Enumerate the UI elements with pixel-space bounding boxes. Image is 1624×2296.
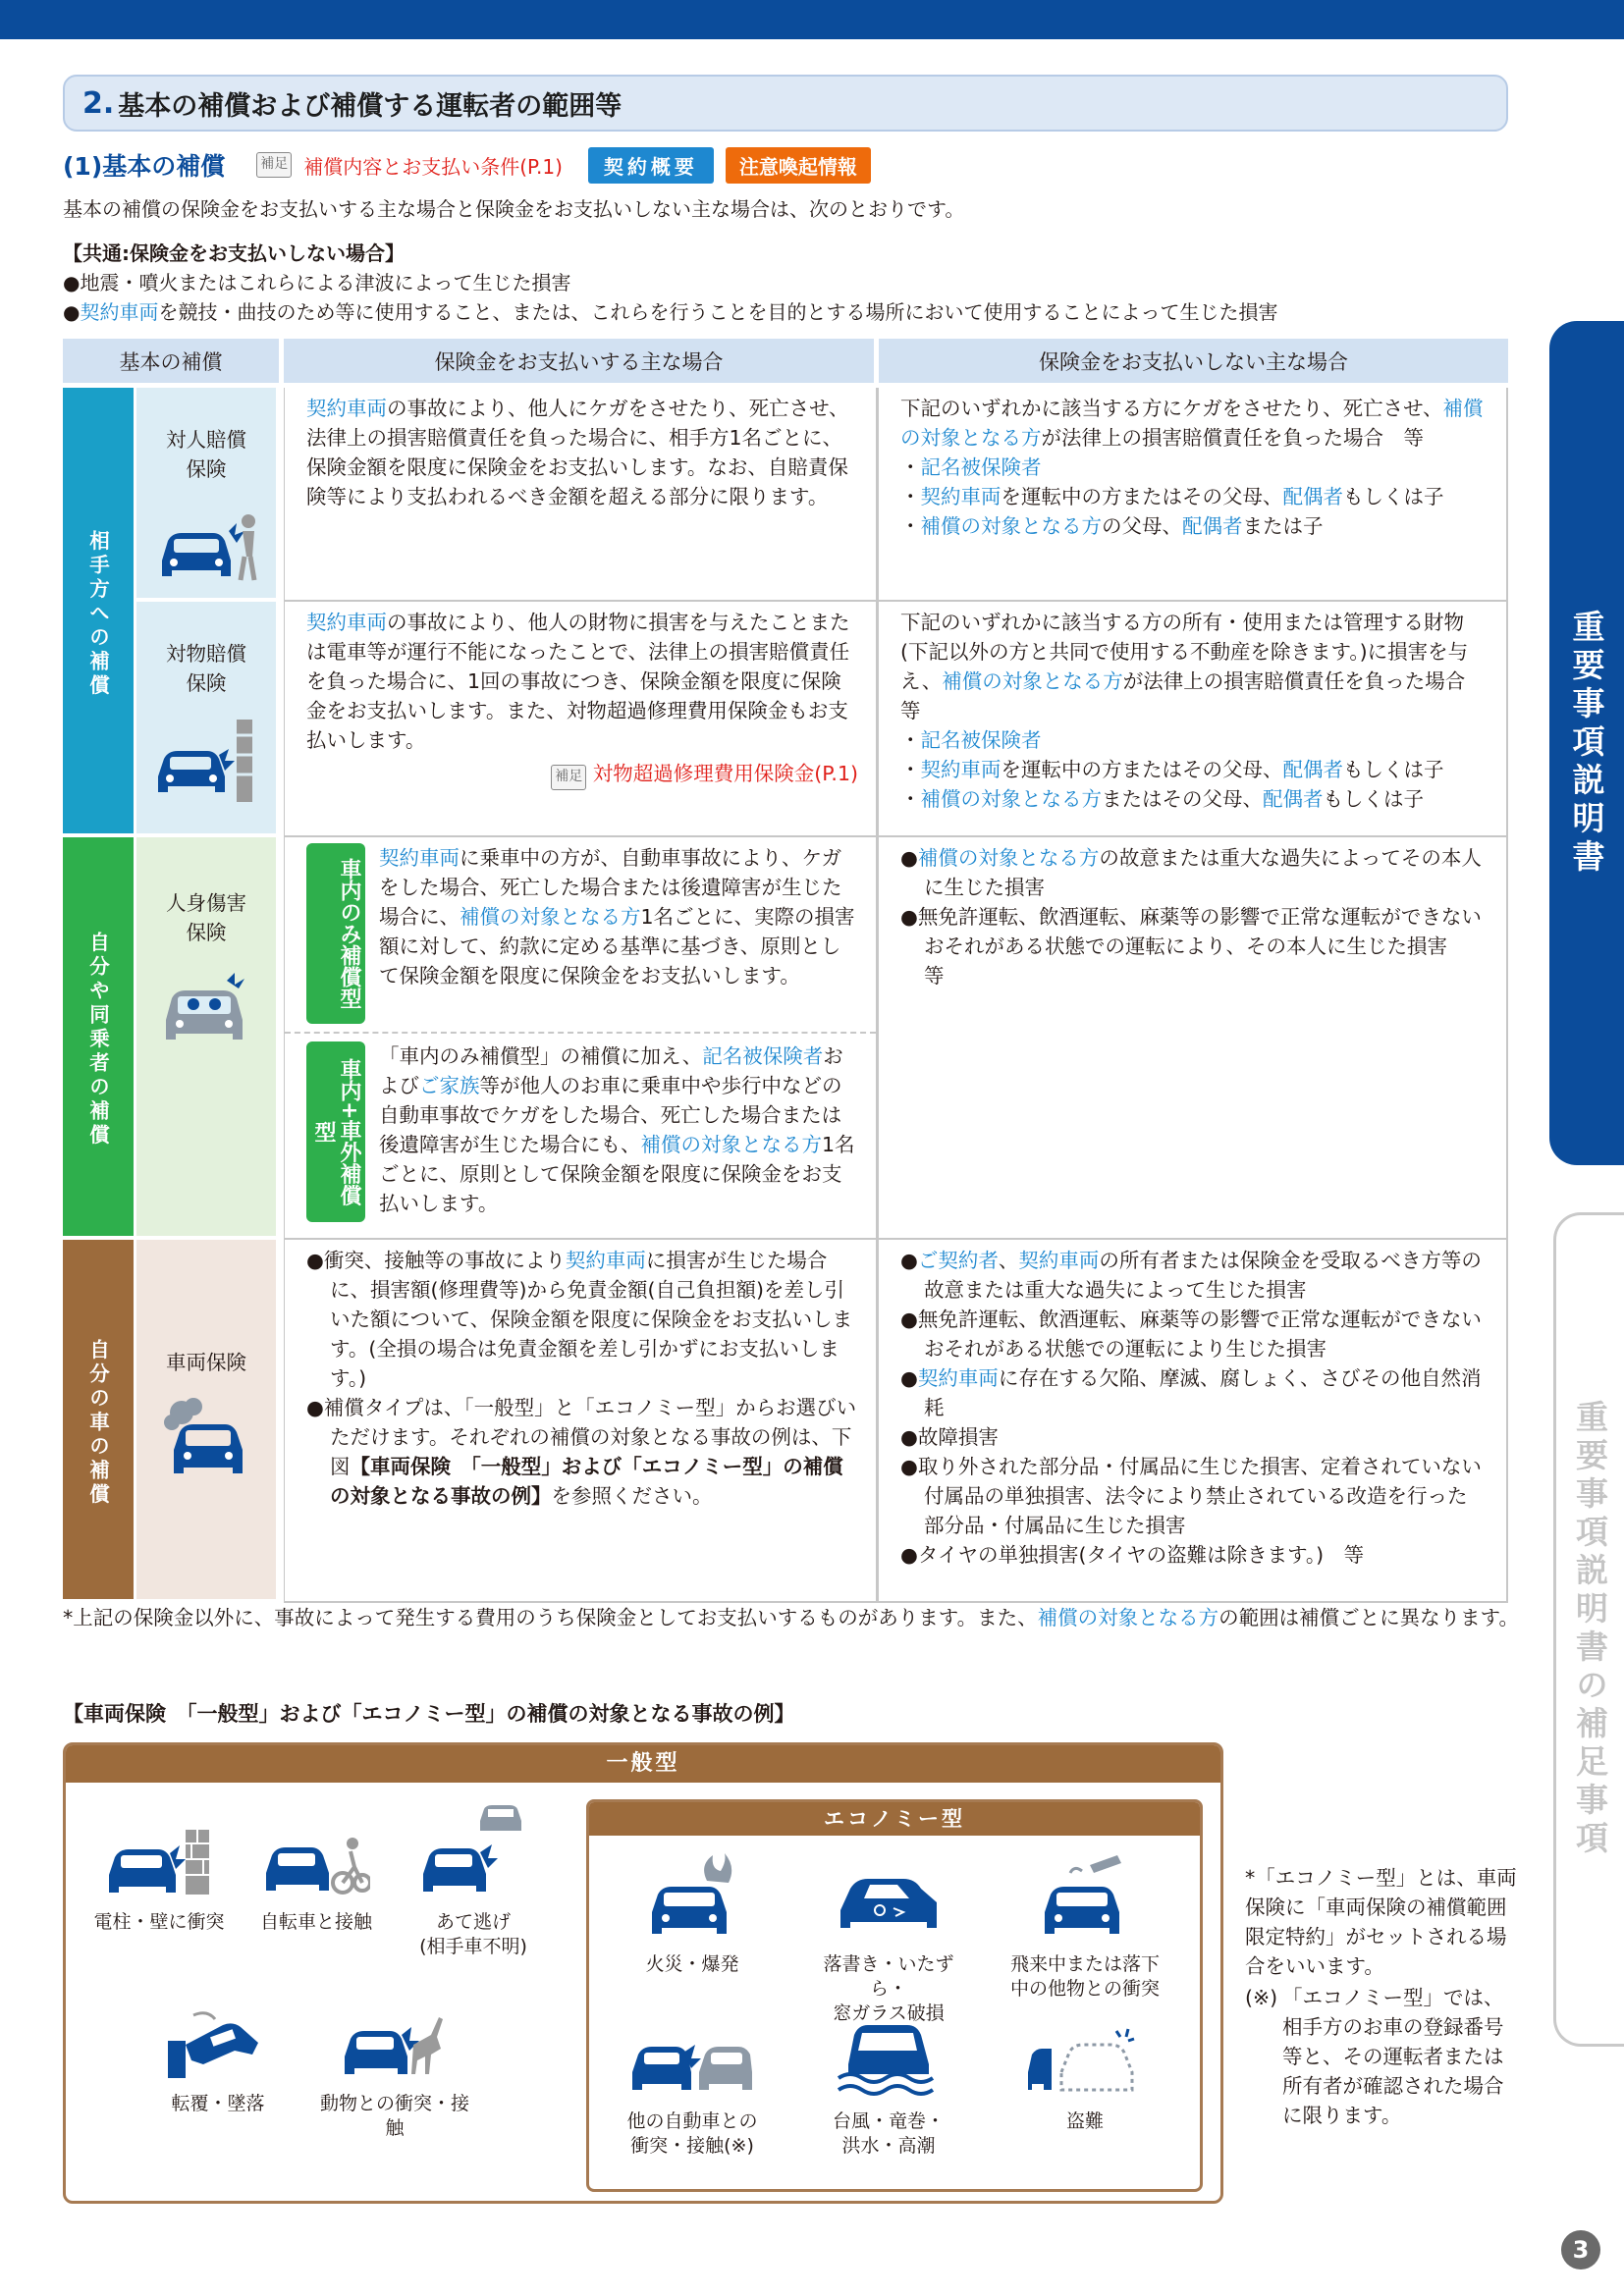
bullet: ● (63, 300, 81, 324)
type-sharyo (136, 1240, 284, 1603)
list-text: を運転中の方またはその父母、 (1001, 758, 1283, 781)
two-car-collision-icon (628, 2023, 756, 2102)
pay-text: の事故により、他人の財物に損害を与えたことまたは電車等が運行不能になったことで、法律上の損害賠償責任を負った場合に、1回の事故につき、保険金額を限度に保険金をお支払いします。また、対物超過修理費用保険金もお支払いします。 (306, 611, 850, 752)
example-storm-flood (805, 2013, 972, 2159)
example-label: あて逃げ (相手車不明) (419, 1911, 527, 1957)
term-kimei: 記名被保険者 (920, 455, 1042, 479)
list-item: ●タイヤの単独損害(タイヤの盗難は除きます。) 等 (900, 1543, 1365, 1567)
falling-object-car-icon (1031, 1851, 1139, 1945)
nopay-sharyo (879, 1240, 1508, 1603)
list-item: ●衝突、接触等の事故により契約車両に損害が生じた場合に、損害額(修理費等)から免責金額(自己負担額)を差し引いた額について、保険金額を限度に保険金をお支払いします。(全損の場合は免責金額を差し引かずにお支払いします。) (306, 1249, 853, 1390)
graffiti-car-icon (835, 1851, 943, 1945)
car-animal-icon (341, 2005, 449, 2084)
term-keiyaku-sharyo: 契約車両 (917, 1366, 999, 1390)
nopay-taijin (879, 388, 1508, 602)
general-type-label: 一般型 (66, 1745, 1220, 1783)
list-text: の所有者または保険金を受取るべき方等の故意または重大な過失によって生じた損害 (924, 1249, 1482, 1302)
example-label: 火災・爆発 (645, 1953, 739, 1975)
term-hosho-taisho: 補償の対象となる方 (1037, 1606, 1219, 1629)
list-item: ●契約車両に存在する欠陥、摩滅、腐しょく、さびその他自然消耗 (900, 1366, 1482, 1419)
term-haigusha: 配偶者 (1282, 758, 1343, 781)
subsection-title: (1)基本の補償 (63, 152, 226, 181)
damaged-car-icon (152, 1395, 260, 1483)
pay-text: の事故により、他人にケガをさせたり、死亡させ、法律上の損害賠償責任を負った場合に、相手方1名ごとに、保険金額を限度に保険金をお支払いします。なお、自賠責保険等により支払われるべき金額を超える部分に限ります。 (306, 397, 849, 508)
hosoku-icon: 補足 (256, 152, 292, 178)
list-item: ・契約車両を運転中の方またはその父母、配偶者もしくは子 (900, 485, 1444, 508)
list-item: ・補償の対象となる方またはその父母、配偶者もしくは子 (900, 787, 1424, 811)
nopay-text: が法律上の損害賠償責任を負った場合 等 (900, 669, 1486, 722)
caution-tag: 注意喚起情報 (726, 147, 871, 184)
example-label: 他の自動車との 衝突・接触(※) (626, 2110, 758, 2157)
nopay-taibutsu (879, 602, 1508, 837)
pay-sharyo (284, 1240, 879, 1603)
term-keiyaku-sharyo: 契約車両 (565, 1249, 646, 1272)
tab-juyo-jiko-hosoku[interactable]: 重要事項説明書の補足事項 (1553, 1212, 1624, 2047)
type-label: 対人賠償 保険 (166, 428, 246, 481)
section-title (63, 75, 1508, 132)
list-item: ●ご契約者、契約車両の所有者または保険金を受取るべき方等の故意または重大な過失によって生じた損害 (900, 1249, 1482, 1302)
footnote-text: の範囲は補償ごとに異なります。 (1218, 1606, 1519, 1629)
table-row (63, 602, 1508, 837)
type-jinshin (136, 837, 284, 1240)
term-keiyaku-sharyo: 契約車両 (379, 846, 460, 870)
injured-occupants-car-icon (152, 965, 260, 1053)
type-label: 対物賠償 保険 (166, 642, 246, 695)
term-hosho-taisho: 補償の対象となる方 (920, 787, 1102, 811)
jinshin-type-2-text (379, 1041, 858, 1222)
list-item: ・契約車両を運転中の方またはその父母、配偶者もしくは子 (900, 758, 1444, 781)
common-item-2-text: を競技・曲技のため等に使用すること、または、これらを行うことを目的とする場所において使用することによって生じた損害 (158, 300, 1278, 324)
pay-text: 等が他人のお車に乗車中や歩行中などの自動車事故でケガをした場合、死亡した場合または後遺障害が生じた場合にも、 (379, 1074, 842, 1156)
pay-taijin (284, 388, 879, 602)
table-header-row (63, 339, 1508, 388)
top-bar (0, 0, 1624, 39)
overturned-car-icon (164, 2005, 272, 2084)
example-animal (311, 2005, 478, 2141)
term-keiyaku-sharyo: 契約車両 (306, 397, 387, 420)
list-text: またはその父母、 (1102, 787, 1263, 811)
side-note-footnote (1245, 1983, 1520, 2130)
term-gokazoku: ご家族 (419, 1074, 480, 1097)
stolen-car-icon (1026, 2023, 1144, 2102)
example-pole-wall (76, 1824, 243, 1935)
divider (285, 1032, 876, 1034)
coverage-table (63, 339, 1508, 1603)
list-text: 故障損害 (917, 1425, 999, 1449)
pay-text: 補償タイプは、「一般型」と「エコノミー型」からお選びいただけます。それぞれの補償の対象となる事故の例は、下図 (323, 1396, 857, 1478)
list-text: 、 (998, 1249, 1019, 1272)
term-hosho-taisho: 補償の対象となる方 (942, 669, 1123, 693)
economy-type-label: エコノミー型 (589, 1802, 1200, 1836)
term-hosho-taisho: 補償の対象となる方 (920, 514, 1102, 538)
nopay-intro: 下記のいずれかに該当する方にケガをさせたり、死亡させ、 (900, 397, 1443, 420)
type-taijin (136, 388, 284, 602)
example-fire (609, 1851, 776, 1977)
hosoku-link[interactable]: 補償内容とお支払い条件(P.1) (303, 154, 563, 179)
jinshin-type-1-text (379, 843, 858, 1024)
example-vehicle-collision (609, 2023, 776, 2159)
list-text: 無免許運転、飲酒運転、麻薬等の影響で正常な運転ができないおそれがある状態での運転により生じた損害 (917, 1308, 1482, 1361)
list-item: ●無免許運転、飲酒運転、麻薬等の影響で正常な運転ができないおそれがある状態での運転により、その本人に生じた損害 等 (900, 905, 1482, 988)
table-row (63, 388, 1508, 602)
car-person-collision-icon (152, 502, 260, 590)
list-text: の故意または重大な過失によってその本人に生じた損害 (924, 846, 1482, 899)
car-pole-collision-icon (152, 716, 260, 804)
term-keiyaku-sharyo: 契約車両 (1018, 1249, 1100, 1272)
side-note (1245, 1863, 1520, 2130)
list-item: ・記名被保険者 (900, 728, 1042, 752)
list-text: もしくは子 (1343, 485, 1444, 508)
example-reference: 【車両保険 「一般型」および「エコノミー型」の補償の対象となる事故の例】 (330, 1455, 843, 1508)
term-hosho-taisho: 補償の対象となる方 (640, 1133, 822, 1156)
section-title-text: 基本の補償および補償する運転者の範囲等 (118, 90, 623, 122)
jinshin-type-2 (306, 1041, 858, 1222)
common-item-1: ●地震・噴火またはこれらによる津波によって生じた損害 (63, 271, 571, 294)
list-item: ●補償タイプは、「一般型」と「エコノミー型」からお選びいただけます。それぞれの補償の対象となる事故の例は、下図【車両保険 「一般型」および「エコノミー型」の補償の対象となる事故の例】を参照ください。 (306, 1396, 857, 1508)
type-taibutsu (136, 602, 284, 837)
example-label: 飛来中または落下 中の他物との衝突 (1009, 1953, 1160, 2000)
list-text: 取り外された部分品・付属品に生じた損害、定着されていない付属品の単独損害、法令により禁止されている改造を行った部分品・付属品に生じた損害 (917, 1455, 1482, 1537)
category-self: 自分や同乗者の補償 (63, 837, 136, 1240)
list-item: ・記名被保険者 (900, 455, 1042, 479)
table-row (63, 1240, 1508, 1603)
summary-tag: 契約概要 (588, 147, 714, 184)
example-label: 盗難 (1065, 2110, 1104, 2132)
table-row (63, 837, 1508, 1240)
list-text: を運転中の方またはその父母、 (1001, 485, 1283, 508)
car-fire-icon (638, 1851, 746, 1945)
example-label: 自転車と接触 (259, 1911, 372, 1933)
header-coverage: 基本の補償 (63, 339, 284, 388)
side-note-economy: *「エコノミー型」とは、車両保険に「車両保険の補償範囲限定特約」がセットされる場合をいいます。 (1245, 1866, 1517, 1978)
footnote-text: *上記の保険金以外に、事故によって発生する費用のうち保険金としてお支払いするものがあります。また、 (63, 1606, 1038, 1629)
header-pay: 保険金をお支払いする主な場合 (284, 339, 879, 388)
example-falling-object (1001, 1851, 1168, 2002)
term-haigusha: 配偶者 (1182, 514, 1243, 538)
list-text: に存在する欠陥、摩滅、腐しょく、さびその他自然消耗 (924, 1366, 1482, 1419)
subsection-header (63, 145, 871, 185)
example-theft (1001, 2023, 1168, 2134)
car-bicycle-icon (262, 1824, 370, 1902)
pay-text: 「車内のみ補償型」の補償に加え、 (379, 1044, 703, 1068)
term-keiyaku-sharyo: 契約車両 (920, 758, 1001, 781)
example-label: 動物との衝突・接触 (319, 2093, 469, 2139)
list-text: もしくは子 (1343, 758, 1444, 781)
common-heading: 【共通:保険金をお支払いしない場合】 (63, 241, 405, 265)
hosoku-icon: 補足 (551, 765, 586, 790)
page-number: 3 (1561, 2230, 1600, 2269)
list-item: ●補償の対象となる方の故意または重大な過失によってその本人に生じた損害 (900, 846, 1482, 899)
pay-text: に損害が生じた場合に、損害額(修理費等)から免責金額(自己負担額)を差し引いた額について、保険金額を限度に保険金をお支払いします。(全損の場合は免責金額を差し引かずにお支払いします。) (330, 1249, 853, 1390)
pay-text: を参照ください。 (551, 1484, 713, 1508)
example-label: 落書き・いたずら・ 窓ガラス破損 (823, 1953, 954, 2024)
footnote (63, 1603, 1526, 1632)
hosoku-link[interactable]: 対物超過修理費用保険金(P.1) (592, 762, 858, 785)
list-item: ●無免許運転、飲酒運転、麻薬等の影響で正常な運転ができないおそれがある状態での運転により生じた損害 (900, 1308, 1482, 1361)
nopay-jinshin (879, 837, 1508, 1240)
nopay-text: が法律上の損害賠償責任を負った場合 等 (1041, 426, 1424, 450)
nopay-intro: 下記のいずれかに該当する方の所有・使用または管理する財物(下記以外の方と共同で使用する不動産を除きます。)に損害を与え、 (900, 611, 1469, 693)
term-keiyaku-sharyo: 契約車両 (80, 300, 159, 324)
term-hosho-taisho: 補償の対象となる方 (917, 846, 1100, 870)
section-number: 2. (82, 85, 115, 121)
term-keiyaku-sharyo: 契約車両 (920, 485, 1001, 508)
category-opponent: 相手方への補償 (63, 388, 136, 837)
hosoku-row (306, 759, 858, 790)
tab-juyo-jiko[interactable]: 重要事項説明書 (1549, 321, 1624, 1165)
term-keiyakusha: ご契約者 (917, 1249, 999, 1272)
footnote-mark: (※) (1245, 1986, 1278, 2009)
pay-text: 1名ごとに、実際の損害額に対して、約款に定める基準に基づき、原則として保険金額を限度に保険金をお支払いします。 (379, 905, 855, 988)
example-label: 転覆・墜落 (171, 2093, 265, 2114)
term-hosho-taisho: 補償の対象となる方 (460, 905, 641, 929)
list-item: ●故障損害 (900, 1425, 999, 1449)
list-text: の父母、 (1102, 514, 1182, 538)
header-nopay: 保険金をお支払いしない主な場合 (879, 339, 1508, 388)
example-graffiti (805, 1851, 972, 2026)
car-wall-collision-icon (105, 1824, 213, 1902)
flooded-car-icon (835, 2013, 943, 2102)
example-bicycle (233, 1824, 400, 1935)
common-item-2 (63, 297, 1526, 327)
pay-text: 衝突、接触等の事故により (323, 1249, 566, 1272)
side-note-footnote-text: 「エコノミー型」では、相手方のお車の登録番号等と、その運転者または所有者が確認された場合に限ります。 (1282, 1986, 1504, 2127)
type-label: 人身傷害 保険 (166, 891, 246, 944)
list-item: ・補償の対象となる方の父母、配偶者または子 (900, 514, 1324, 538)
pay-text: に乗車中の方が、自動車事故により、ケガをした場合、死亡した場合または後遺障害が生じた場合に、 (379, 846, 842, 929)
example-overturn (135, 2005, 301, 2116)
list-text: または子 (1242, 514, 1324, 538)
term-hosho-taisho: 補償の対象となる方 (900, 397, 1484, 450)
example-label: 台風・竜巻・ 洪水・高潮 (832, 2110, 945, 2157)
list-text: 無免許運転、飲酒運転、麻薬等の影響で正常な運転ができないおそれがある状態での運転により、その本人に生じた損害 等 (917, 905, 1482, 988)
category-car: 自分の車の補償 (63, 1240, 136, 1603)
examples-title: 【車両保険 「一般型」および「エコノミー型」の補償の対象となる事故の例】 (63, 1702, 795, 1726)
common-exclusions (63, 239, 1526, 327)
jinshin-type-1 (306, 843, 858, 1024)
pay-text: および (379, 1044, 843, 1097)
type-label: 車両保険 (166, 1351, 246, 1374)
term-kimei: 記名被保険者 (920, 728, 1042, 752)
intro-text: 基本の補償の保険金をお支払いする主な場合と保険金をお支払いしない主な場合は、次のとおりです。 (63, 197, 965, 221)
list-item: ●取り外された部分品・付属品に生じた損害、定着されていない付属品の単独損害、法令により禁止されている改造を行った部分品・付属品に生じた損害 (900, 1455, 1482, 1537)
tag-shanai-shagai: 車内+車外補償型 (306, 1041, 365, 1222)
pay-jinshin (284, 837, 879, 1240)
economy-box (586, 1799, 1203, 2192)
hit-and-run-icon (419, 1799, 527, 1902)
list-text: タイヤの単独損害(タイヤの盗難は除きます。) 等 (917, 1543, 1365, 1567)
term-haigusha: 配偶者 (1282, 485, 1343, 508)
term-kimei: 記名被保険者 (702, 1044, 824, 1068)
list-text: もしくは子 (1323, 787, 1424, 811)
tag-shanai-only: 車内のみ補償型 (306, 843, 365, 1024)
example-hit-and-run (390, 1799, 557, 1959)
term-haigusha: 配偶者 (1263, 787, 1324, 811)
pay-text: 1名ごとに、原則として保険金額を限度に保険金をお支払いします。 (379, 1133, 855, 1215)
pay-taibutsu (284, 602, 879, 837)
term-keiyaku-sharyo: 契約車両 (306, 611, 387, 634)
examples-box (63, 1742, 1223, 2204)
example-label: 電柱・壁に衝突 (93, 1911, 225, 1933)
